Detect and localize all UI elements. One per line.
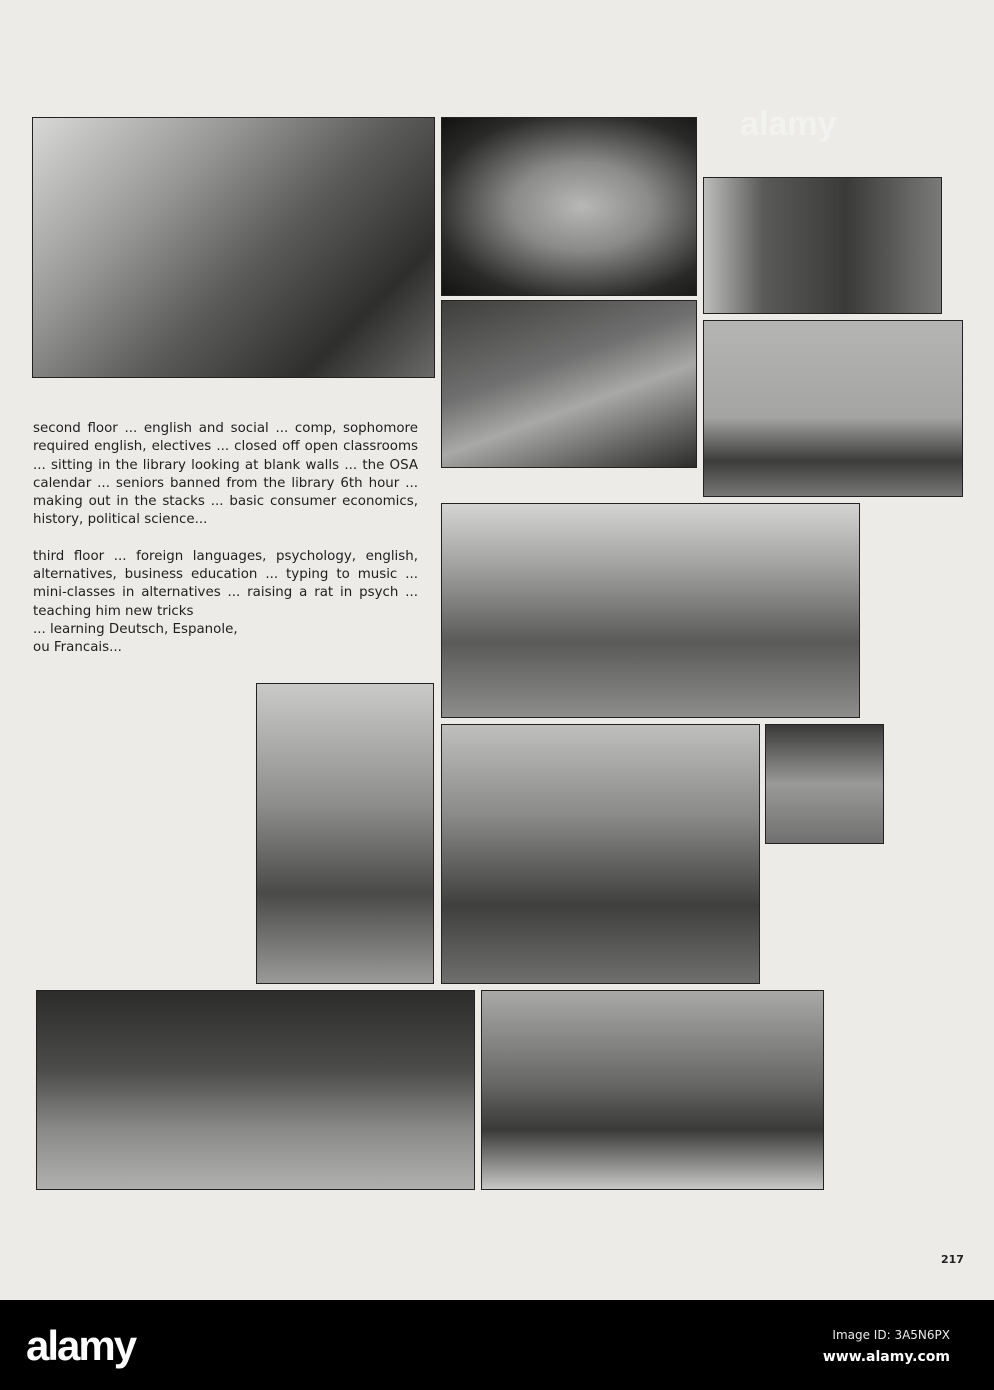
photo-students-talking bbox=[481, 990, 824, 1190]
caption-paragraph-third-floor: third floor ... foreign languages, psychology, english, alternatives, business education ... typing to music ... mini-classes in alternatives ... raising a rat in psych ... teaching him new tricks bbox=[33, 548, 418, 619]
photo-student-seated-back-view bbox=[765, 724, 884, 844]
caption-paragraph-second-floor: second floor ... english and social ... comp, sophomore required english, electives ... closed off open classrooms ... sitting in the library looking at blank walls ... the OSA calendar ... seniors banned from the library 6th hour ... making out in the stacks ... basic consumer economics, history, political science... bbox=[33, 421, 418, 528]
photo-stacked-computer-printouts bbox=[441, 117, 697, 296]
alamy-logo: alamy bbox=[26, 1322, 136, 1369]
photo-full-classroom bbox=[441, 503, 860, 718]
photo-classroom-students-at-desks bbox=[32, 117, 435, 378]
photo-student-sleeping-in-library bbox=[441, 300, 697, 468]
photo-teacher-at-chalkboard bbox=[703, 177, 942, 314]
watermark: alamy bbox=[740, 105, 837, 143]
photo-students-group-at-table bbox=[441, 724, 760, 984]
caption-text bbox=[33, 420, 418, 658]
page-number: 217 bbox=[941, 1253, 964, 1266]
caption-paragraph-third-floor-tail: ... learning Deutsch, Espanole, ou Francais... bbox=[33, 621, 238, 656]
footer-url: www.alamy.com bbox=[822, 1349, 950, 1365]
photo-teacher-at-lectern bbox=[256, 683, 434, 984]
image-id: Image ID: 3A5N6PX bbox=[832, 1328, 950, 1342]
photo-classroom-with-map bbox=[36, 990, 475, 1190]
photo-students-in-empty-classroom bbox=[703, 320, 963, 497]
